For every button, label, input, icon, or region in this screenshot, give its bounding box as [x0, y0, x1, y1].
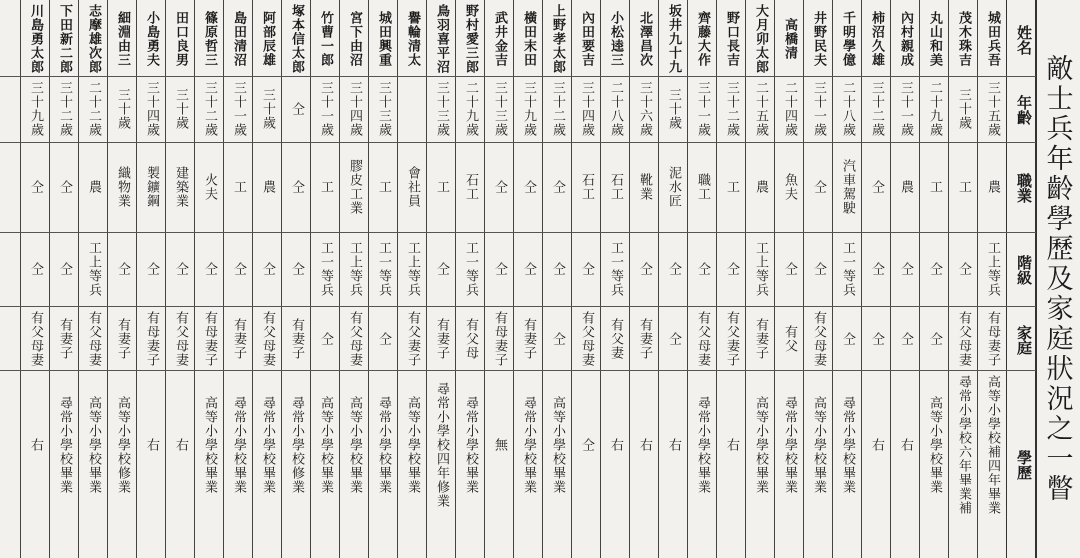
record-column [339, 0, 368, 558]
row-divider-rank [0, 306, 1036, 307]
person-age [398, 80, 426, 138]
person-name: 北澤昌次 [637, 11, 652, 67]
person-education: 右 [637, 438, 652, 452]
person-education: 右 [608, 438, 623, 452]
document-title: 敵士兵年齡學歷及家庭狀況之一瞥 [1041, 54, 1073, 504]
person-family: 有父妻子 [724, 311, 739, 367]
record-column [687, 0, 716, 558]
person-education: 尋常小學校畢業 [695, 396, 710, 494]
person-age: 三十九歲 [521, 81, 536, 137]
record-column [49, 0, 78, 558]
person-education: 尋常小學校畢業 [521, 396, 536, 494]
person-name: 川島勇太郎 [28, 4, 43, 74]
person-family: 有妻子 [753, 318, 768, 360]
person-family: 有母妻子 [202, 311, 217, 367]
person-name: 細淵由三 [115, 11, 130, 67]
record-column [803, 0, 832, 558]
person-family: 有妻子 [57, 318, 72, 360]
person-name: 下田新二郎 [57, 4, 72, 74]
record-column [20, 0, 49, 558]
record-column [194, 0, 223, 558]
person-rank: 仝 [231, 262, 246, 276]
header-name: 姓名 [1015, 25, 1033, 55]
header-rank: 階級 [1015, 255, 1033, 285]
person-name: 野口長吉 [724, 11, 739, 67]
person-family: 有父妻子 [405, 311, 420, 367]
person-rank: 工上等兵 [753, 241, 768, 297]
person-job: 農 [985, 180, 1000, 194]
person-age: 三十五歲 [985, 81, 1000, 137]
person-family: 有父母妻 [86, 311, 101, 367]
record-column [78, 0, 107, 558]
person-rank: 工上等兵 [347, 241, 362, 297]
person-education: 右 [666, 438, 681, 452]
person-job: 工 [318, 180, 333, 194]
person-rank: 仝 [260, 262, 275, 276]
person-rank: 工上等兵 [86, 241, 101, 297]
person-rank: 仝 [666, 262, 681, 276]
record-column [252, 0, 281, 558]
person-age: 二十八歲 [840, 81, 855, 137]
record-column [774, 0, 803, 558]
person-name: 島田清沼 [231, 11, 246, 67]
person-age: 三十九歲 [28, 81, 43, 137]
person-education: 高等小學校修業 [115, 396, 130, 494]
person-job: 會社員 [405, 166, 420, 208]
person-education: 高等小學校畢業 [405, 396, 420, 494]
person-education: 尋常小學校畢業 [840, 396, 855, 494]
person-name: 內田要吉 [579, 11, 594, 67]
record-column [629, 0, 658, 558]
person-family: 仝 [898, 332, 913, 346]
row-divider-job [0, 232, 1036, 233]
record-column [890, 0, 919, 558]
person-education: 高等小學校畢業 [318, 396, 333, 494]
record-column [426, 0, 455, 558]
header-family: 家庭 [1015, 325, 1033, 355]
header-job: 職業 [1015, 173, 1033, 203]
person-age: 三十一歲 [695, 81, 710, 137]
person-job: 靴業 [637, 173, 652, 201]
person-name: 大月卯太郎 [753, 4, 768, 74]
person-name: 坂井九十九 [666, 4, 681, 74]
person-family: 仝 [869, 332, 884, 346]
person-name: 鳥羽喜平沼 [434, 4, 449, 74]
person-rank: 工上等兵 [985, 241, 1000, 297]
person-age: 二十九歲 [463, 81, 478, 137]
person-education: 高等小學校畢業 [927, 396, 942, 494]
person-job: 建築業 [173, 166, 188, 208]
person-job: 工 [434, 180, 449, 194]
person-job: 仝 [289, 180, 304, 194]
person-education: 右 [869, 438, 884, 452]
record-column [107, 0, 136, 558]
record-column [658, 0, 687, 558]
person-age: 二十四歲 [782, 81, 797, 137]
person-rank: 仝 [637, 262, 652, 276]
person-job: 仝 [492, 180, 507, 194]
person-rank: 工一等兵 [608, 241, 623, 297]
person-rank: 工一等兵 [318, 241, 333, 297]
person-job: 石工 [608, 173, 623, 201]
person-age: 三十歲 [115, 88, 130, 130]
record-column [571, 0, 600, 558]
person-family: 仝 [376, 332, 391, 346]
record-column [165, 0, 194, 558]
header-column [1006, 0, 1036, 558]
person-age: 三十三歲 [376, 81, 391, 137]
person-family: 有母妻子 [985, 311, 1000, 367]
person-rank: 仝 [695, 262, 710, 276]
person-rank: 工一等兵 [463, 241, 478, 297]
person-name: 柿沼久雄 [869, 11, 884, 67]
person-education: 尋常小學校畢業 [463, 396, 478, 494]
person-job: 工 [956, 180, 971, 194]
person-education: 高等小學校畢業 [811, 396, 826, 494]
title-divider [1036, 0, 1037, 558]
record-column [542, 0, 571, 558]
person-education: 右 [173, 438, 188, 452]
person-education: 尋常小學校六年畢業補 [956, 375, 971, 515]
person-family: 有父母妻 [260, 311, 275, 367]
person-education: 尋常小學校畢業 [376, 396, 391, 494]
person-job: 製鑛鋼 [144, 166, 159, 208]
person-age: 三十二歲 [869, 81, 884, 137]
person-education: 尋常小學校修業 [289, 396, 304, 494]
person-education: 高等小學校畢業 [550, 396, 565, 494]
person-family: 有父母妻 [173, 311, 188, 367]
person-family: 有妻子 [231, 318, 246, 360]
person-name: 丸山和美 [927, 11, 942, 67]
person-education: 右 [144, 438, 159, 452]
person-age: 三十二歲 [202, 81, 217, 137]
person-name: 志摩雄次郎 [86, 4, 101, 74]
person-family: 有父母妻 [579, 311, 594, 367]
person-age: 二十二歲 [86, 81, 101, 137]
person-rank: 仝 [869, 262, 884, 276]
person-family: 有母妻子 [144, 311, 159, 367]
person-name: 武井金吉 [492, 11, 507, 67]
person-name: 篠原哲三 [202, 11, 217, 67]
person-education: 右 [28, 438, 43, 452]
record-column [484, 0, 513, 558]
record-column [281, 0, 310, 558]
person-rank: 仝 [57, 262, 72, 276]
person-education: 尋常小學校畢業 [57, 396, 72, 494]
record-column [310, 0, 339, 558]
person-education: 高等小學校畢業 [86, 396, 101, 494]
person-age: 三十三歲 [492, 81, 507, 137]
person-job: 仝 [57, 180, 72, 194]
person-education: 尋常小學校畢業 [782, 396, 797, 494]
person-education: 仝 [579, 438, 594, 452]
person-job: 膠皮工業 [347, 159, 362, 215]
header-age: 年齡 [1015, 95, 1033, 125]
person-education: 尋常小學校畢業 [260, 396, 275, 494]
person-name: 城田興重 [376, 11, 391, 67]
person-rank: 仝 [144, 262, 159, 276]
person-job: 工 [724, 180, 739, 194]
person-age: 三十四歲 [579, 81, 594, 137]
person-age: 三十一歲 [898, 81, 913, 137]
person-name: 小松逵三 [608, 11, 623, 67]
person-job: 農 [753, 180, 768, 194]
person-rank: 工上等兵 [405, 241, 420, 297]
person-job: 農 [898, 180, 913, 194]
person-age: 三十一歲 [811, 81, 826, 137]
person-job: 工 [376, 180, 391, 194]
record-column [223, 0, 252, 558]
person-age: 仝 [289, 102, 304, 116]
person-job: 仝 [811, 180, 826, 194]
person-job: 石工 [463, 173, 478, 201]
person-family: 有妻子 [434, 318, 449, 360]
person-family: 有父母妻 [811, 311, 826, 367]
person-age: 三十歲 [173, 88, 188, 130]
record-column [600, 0, 629, 558]
person-job: 火夫 [202, 173, 217, 201]
person-name: 譽輪清太 [405, 11, 420, 67]
person-job: 仝 [550, 180, 565, 194]
person-family: 有妻子 [521, 318, 536, 360]
person-rank: 工一等兵 [376, 241, 391, 297]
record-column [368, 0, 397, 558]
person-name: 齊藤大作 [695, 11, 710, 67]
person-rank: 工一等兵 [840, 241, 855, 297]
person-family: 有母妻子 [492, 311, 507, 367]
person-age: 三十二歲 [724, 81, 739, 137]
person-education: 高等小學校補四年畢業 [985, 375, 1000, 515]
person-rank: 仝 [724, 262, 739, 276]
person-family: 仝 [666, 332, 681, 346]
person-name: 內村親成 [898, 11, 913, 67]
person-name: 竹曹一郎 [318, 11, 333, 67]
person-family: 有父母妻 [695, 311, 710, 367]
record-column [861, 0, 890, 558]
person-job: 織物業 [115, 166, 130, 208]
record-column [977, 0, 1006, 558]
person-education: 高等小學校畢業 [347, 396, 362, 494]
person-family: 有父母 [463, 318, 478, 360]
person-family: 有父 [782, 325, 797, 353]
person-age: 三十歲 [260, 88, 275, 130]
person-name: 千明學億 [840, 11, 855, 67]
person-age: 三十歲 [666, 88, 681, 130]
person-family: 仝 [318, 332, 333, 346]
person-age: 二十九歲 [927, 81, 942, 137]
person-family: 仝 [550, 332, 565, 346]
person-age: 三十三歲 [434, 81, 449, 137]
person-family: 有父妻 [608, 318, 623, 360]
person-rank: 仝 [202, 262, 217, 276]
person-job: 職工 [695, 173, 710, 201]
person-family: 仝 [927, 332, 942, 346]
person-name: 阿部辰雄 [260, 11, 275, 67]
person-name: 野村愛三郎 [463, 4, 478, 74]
person-name: 上野孝太郎 [550, 4, 565, 74]
person-age: 三十一歲 [318, 81, 333, 137]
person-name: 田口良男 [173, 11, 188, 67]
row-divider-age [0, 142, 1036, 143]
person-rank: 仝 [811, 262, 826, 276]
record-column [136, 0, 165, 558]
person-job: 魚夫 [782, 173, 797, 201]
person-age: 三十二歲 [550, 81, 565, 137]
person-rank: 仝 [521, 262, 536, 276]
row-divider-family [0, 370, 1036, 371]
person-education: 尋常小學校畢業 [231, 396, 246, 494]
person-family: 有父母妻 [28, 311, 43, 367]
person-age: 三十一歲 [231, 81, 246, 137]
person-job: 仝 [521, 180, 536, 194]
person-name: 茂木珠吉 [956, 11, 971, 67]
person-age: 二十八歲 [608, 81, 623, 137]
person-name: 塚本信太郎 [289, 4, 304, 74]
record-column [832, 0, 861, 558]
person-rank: 仝 [956, 262, 971, 276]
person-job: 汽車駕駛 [840, 159, 855, 215]
person-family: 仝 [840, 332, 855, 346]
person-rank: 仝 [173, 262, 188, 276]
person-rank: 仝 [782, 262, 797, 276]
person-job: 仝 [869, 180, 884, 194]
person-family: 有妻子 [637, 318, 652, 360]
person-age: 三十四歲 [347, 81, 362, 137]
person-job: 泥水匠 [666, 166, 681, 208]
person-family: 有妻子 [289, 318, 304, 360]
person-rank: 仝 [492, 262, 507, 276]
person-education: 高等小學校畢業 [753, 396, 768, 494]
person-job: 仝 [28, 180, 43, 194]
person-age: 三十四歲 [144, 81, 159, 137]
person-rank: 仝 [579, 262, 594, 276]
person-age: 三十六歲 [637, 81, 652, 137]
person-rank: 仝 [550, 262, 565, 276]
person-age: 三十歲 [956, 88, 971, 130]
person-family: 有父母妻 [956, 311, 971, 367]
record-column [397, 0, 426, 558]
person-age: 二十五歲 [753, 81, 768, 137]
person-education: 高等小學校畢業 [202, 396, 217, 494]
person-rank: 仝 [927, 262, 942, 276]
person-education: 右 [898, 438, 913, 452]
person-education: 尋常小學校四年修業 [434, 382, 449, 508]
person-job: 工 [231, 180, 246, 194]
record-column [513, 0, 542, 558]
person-rank: 仝 [898, 262, 913, 276]
person-rank: 仝 [289, 262, 304, 276]
person-name: 小島勇夫 [144, 11, 159, 67]
person-job: 工 [927, 180, 942, 194]
person-family: 有妻子 [115, 318, 130, 360]
person-name: 宮下由沼 [347, 11, 362, 67]
person-age: 三十二歲 [57, 81, 72, 137]
person-name: 井野民夫 [811, 11, 826, 67]
person-rank: 仝 [434, 262, 449, 276]
record-column [948, 0, 977, 558]
record-column [919, 0, 948, 558]
header-education: 學歷 [1015, 450, 1033, 480]
record-column [716, 0, 745, 558]
person-rank: 仝 [115, 262, 130, 276]
record-column [745, 0, 774, 558]
person-education: 無 [492, 438, 507, 452]
person-rank: 仝 [28, 262, 43, 276]
person-name: 城田兵吾 [985, 11, 1000, 67]
record-column [455, 0, 484, 558]
person-name: 橫田末田 [521, 11, 536, 67]
person-job: 石工 [579, 173, 594, 201]
row-divider-name [0, 76, 1036, 77]
person-family: 有父母妻 [347, 311, 362, 367]
person-job: 農 [86, 180, 101, 194]
person-name: 高橋清 [782, 18, 797, 60]
person-job: 農 [260, 180, 275, 194]
person-education: 右 [724, 438, 739, 452]
